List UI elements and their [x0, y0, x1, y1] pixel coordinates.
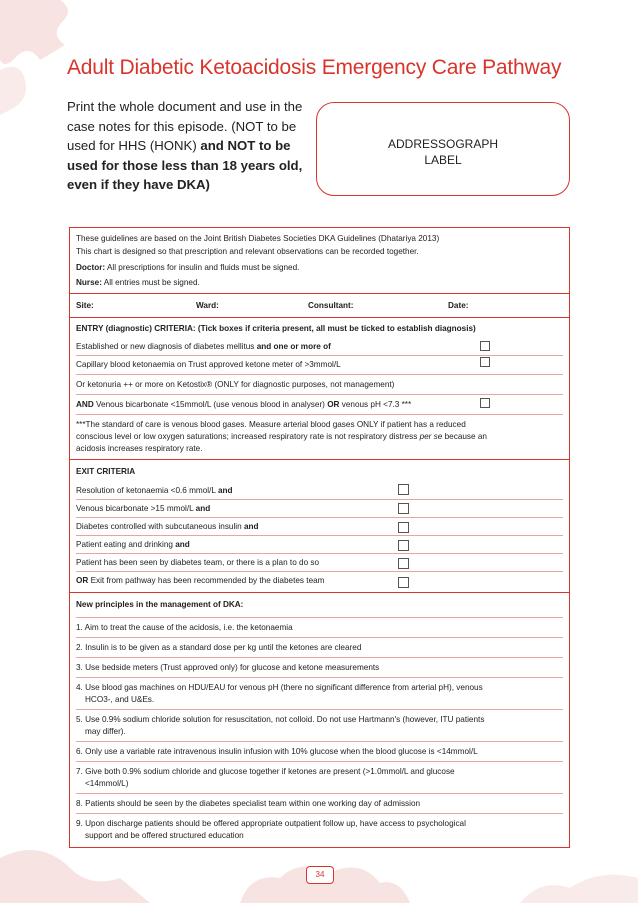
exit-criteria-section — [70, 460, 569, 593]
principle-item-5 — [76, 709, 563, 741]
entry-checkbox-3[interactable] — [480, 398, 490, 408]
entry-note-line2 — [76, 431, 563, 443]
nurse-text: All entries must be signed. — [103, 278, 200, 287]
exit-checkbox-2[interactable] — [398, 503, 409, 514]
entry-note — [76, 414, 563, 455]
addressograph-line2: LABEL — [424, 153, 462, 167]
entry-criterion-4-text: Venous bicarbonate <15mmol/L (use venous blood in analyser) — [96, 400, 325, 409]
exit-criterion-text: Patient has been seen by diabetes team, or there is a plan to do so — [76, 558, 320, 567]
exit-criterion-text: Resolution of ketonaemia <0.6 mmol/L — [76, 486, 216, 495]
principle-item-9 — [76, 813, 563, 842]
entry-criterion-4-and: AND — [76, 400, 94, 409]
exit-checkbox-5[interactable] — [398, 558, 409, 569]
entry-criteria-section — [70, 318, 569, 460]
principle-item-5-line2: may differ). — [85, 727, 126, 736]
exit-checkbox-6[interactable] — [398, 577, 409, 588]
exit-or: OR — [76, 576, 89, 585]
exit-criterion-bold: and — [217, 486, 233, 495]
entry-note-line3: acidosis increases respiratory rate. — [76, 444, 203, 453]
principle-item: 8. Patients should be seen by the diabetes specialist team within one working day of admission — [76, 793, 563, 813]
ward-field[interactable]: Ward: — [196, 301, 219, 310]
consultant-field[interactable]: Consultant: — [308, 301, 354, 310]
entry-note-line2-text: conscious level or low oxygen saturations; increased respiratory rate is not respiratory distress — [76, 432, 418, 441]
intro-text — [67, 97, 305, 195]
exit-checkbox-3[interactable] — [398, 522, 409, 533]
exit-criterion-text: Diabetes controlled with subcutaneous insulin — [76, 522, 242, 531]
entry-criterion-4 — [76, 394, 563, 414]
doctor-text: All prescriptions for insulin and fluids must be signed. — [106, 263, 300, 272]
exit-criterion-bold: and — [243, 522, 259, 531]
entry-note-italic: per se — [419, 432, 443, 441]
entry-criterion-3-text: Or ketonuria ++ or more on Ketostix® (ONLY for diagnostic purposes, not management) — [76, 380, 395, 389]
exit-criterion — [76, 553, 563, 571]
principles-section — [70, 593, 569, 847]
entry-criterion-3 — [76, 374, 563, 394]
exit-criterion-bold: and — [195, 504, 211, 513]
doctor-note — [76, 262, 563, 274]
principle-item-4-line2: HCO3-, and U&Es. — [85, 695, 155, 704]
date-field[interactable]: Date: — [448, 301, 469, 310]
doctor-label: Doctor: — [76, 263, 106, 272]
entry-heading: ENTRY (diagnostic) CRITERIA: (Tick boxes if criteria present, all must be ticked to establish diagnosis) — [76, 324, 476, 333]
guidelines-line1: These guidelines are based on the Joint British Diabetes Societies DKA Guidelines (Dhatariya 2013) — [76, 234, 440, 243]
exit-criterion-text: Venous bicarbonate >15 mmol/L — [76, 504, 194, 513]
addressograph-label-box[interactable] — [316, 102, 570, 196]
exit-heading: EXIT CRITERIA — [76, 467, 136, 476]
nurse-label: Nurse: — [76, 278, 102, 287]
principle-item-9-line2: support and be offered structured education — [85, 831, 244, 840]
entry-criterion-4-or: OR — [327, 400, 340, 409]
entry-note-line2-end: because an — [444, 432, 487, 441]
entry-checkbox-2[interactable] — [480, 357, 490, 367]
exit-or-text: Exit from pathway has been recommended by the diabetes team — [90, 576, 325, 585]
principle-item-7-line2: <14mmol/L) — [85, 779, 129, 788]
entry-criterion-1-bold: and one or more of — [256, 342, 331, 351]
nurse-note — [76, 277, 563, 289]
entry-criterion-4-text2: venous pH <7.3 *** — [341, 400, 412, 409]
intro-bold: and NOT to be used for those less than 18 years old, even if they have DKA) — [67, 138, 303, 192]
principle-item-7 — [76, 761, 563, 793]
exit-criterion — [76, 499, 563, 517]
principle-item-5-line1: 5. Use 0.9% sodium chloride solution for resuscitation, not colloid. Do not use Hartmann's (however, ITU patients — [76, 715, 485, 724]
entry-criterion-2 — [76, 355, 563, 374]
principles-heading: New principles in the management of DKA: — [76, 600, 244, 609]
entry-checkbox-1[interactable] — [480, 341, 490, 351]
principle-item: 1. Aim to treat the cause of the acidosis, i.e. the ketonaemia — [76, 617, 563, 637]
principle-item-4-line1: 4. Use blood gas machines on HDU/EAU for venous pH (there no significant difference from arterial pH), venous — [76, 683, 483, 692]
exit-criterion — [76, 517, 563, 535]
exit-criterion-text: Patient eating and drinking — [76, 540, 173, 549]
pathway-frame — [69, 227, 570, 848]
exit-checkbox-1[interactable] — [398, 484, 409, 495]
principle-item: 3. Use bedside meters (Trust approved only) for glucose and ketone measurements — [76, 657, 563, 677]
site-field[interactable]: Site: — [76, 301, 94, 310]
exit-checkbox-4[interactable] — [398, 540, 409, 551]
exit-criterion — [76, 483, 563, 499]
page-number: 34 — [306, 866, 334, 884]
exit-criterion-bold: and — [175, 540, 190, 549]
addressograph-line1: ADDRESSOGRAPH — [387, 137, 499, 151]
entry-note-line1: ***The standard of care is venous blood gases. Measure arterial blood gases ONLY if patient has a reduced — [76, 420, 466, 429]
principle-item-7-line1: 7. Give both 0.9% sodium chloride and glucose together if ketones are present (>1.0mmol/L and glucose — [76, 767, 455, 776]
principle-item: 6. Only use a variable rate intravenous insulin infusion with 10% glucose when the blood glucose is <14mmol/L — [76, 741, 563, 761]
patient-fields-row — [70, 294, 569, 318]
guidelines-line2: This chart is designed so that prescription and relevant observations can be recorded together. — [76, 247, 419, 256]
principle-item: 2. Insulin is to be given as a standard dose per kg until the ketones are cleared — [76, 637, 563, 657]
principle-item-4 — [76, 677, 563, 709]
entry-criterion-2-text: Capillary blood ketonaemia on Trust approved ketone meter of >3mmol/L — [76, 360, 341, 369]
entry-criterion-1 — [76, 341, 563, 355]
page-title: Adult Diabetic Ketoacidosis Emergency Care Pathway — [67, 56, 562, 79]
entry-criterion-1-text: Established or new diagnosis of diabetes mellitus — [76, 342, 255, 351]
intro-normal: Print the whole document and use in the case notes for this episode. (NOT to be used for HHS (HONK) — [67, 99, 303, 153]
exit-criterion-or — [76, 571, 563, 589]
guidelines-section — [70, 228, 569, 294]
exit-criterion — [76, 535, 563, 553]
principle-item-9-line1: 9. Upon discharge patients should be offered appropriate outpatient follow up, have access to psychological — [76, 819, 466, 828]
